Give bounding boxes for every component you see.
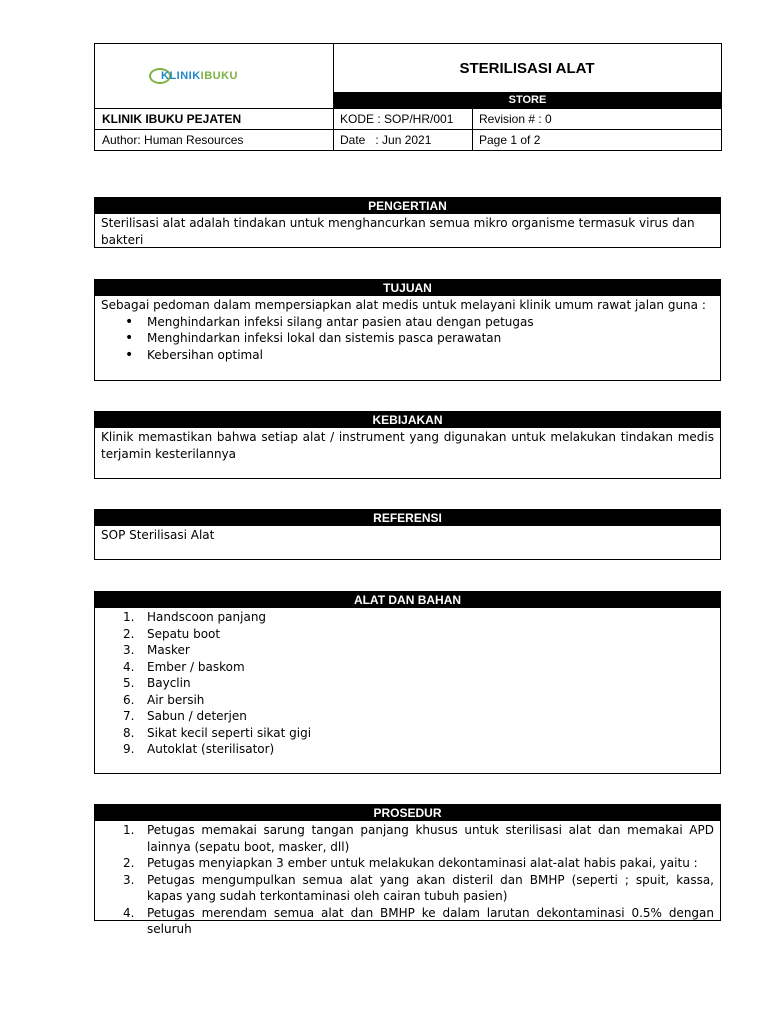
list-item: • Kebersihan optimal <box>101 347 714 364</box>
section-heading: TUJUAN <box>95 280 720 296</box>
section-tujuan <box>94 279 721 381</box>
section-heading: REFERENSI <box>95 510 720 526</box>
document-header-table <box>94 43 722 151</box>
section-alat-dan-bahan <box>94 591 721 774</box>
list-item: • Menghindarkan infeksi silang antar pasien atau dengan petugas <box>101 314 714 331</box>
list-item: 6. Air bersih <box>123 692 205 707</box>
department-label: STORE <box>333 92 722 108</box>
list-item: • Menghindarkan infeksi lokal dan sistemis pasca perawatan <box>101 330 714 347</box>
list-item: 2. Sepatu boot <box>123 626 221 641</box>
section-heading: PENGERTIAN <box>95 198 720 214</box>
clinic-name: KLINIK IBUKU PEJATEN <box>102 112 242 126</box>
document-code: KODE : SOP/HR/001 <box>340 112 454 126</box>
section-kebijakan <box>94 411 721 479</box>
list-item: 1. Handscoon panjang <box>123 610 267 624</box>
list-item: 3. Masker <box>123 643 190 657</box>
list-item: 4. Ember / baskom <box>123 659 245 674</box>
page-number: Page 1 of 2 <box>479 133 541 147</box>
logo-text: KLINIK <box>161 70 201 82</box>
list-item: 3. Petugas mengumpulkan semua alat yang akan disteril dan BMHP (seperti ; spuit, kassa, kapas yang sudah terkontaminasi oleh cairan tubuh pasien) <box>123 872 714 903</box>
numbered-list <box>101 609 714 758</box>
section-heading: ALAT DAN BAHAN <box>95 592 720 608</box>
list-item: 2. Petugas menyiapkan 3 ember untuk melakukan dekontaminasi alat-alat habis pakai, yaitu : <box>123 856 698 870</box>
section-heading: PROSEDUR <box>95 805 720 821</box>
section-heading: KEBIJAKAN <box>95 412 720 428</box>
bullet-list <box>101 314 714 364</box>
revision-number: Revision # : 0 <box>479 112 552 126</box>
list-item: 5. Bayclin <box>123 676 191 690</box>
document-author: Author: Human Resources <box>102 133 244 147</box>
numbered-list <box>101 822 714 938</box>
document-date: Date : Jun 2021 <box>340 133 432 147</box>
header-divider <box>95 129 722 130</box>
list-item: 7. Sabun / deterjen <box>123 709 247 723</box>
list-item: 8. Sikat kecil seperti sikat gigi <box>123 725 312 740</box>
section-referensi <box>94 509 721 560</box>
list-item: 1. Petugas memakai sarung tangan panjang khusus untuk sterilisasi alat dan memakai APD lainnya (sepatu boot, masker, dll) <box>123 823 714 854</box>
section-text: SOP Sterilisasi Alat <box>101 528 215 542</box>
logo-text: IBUKU <box>200 70 239 82</box>
clinic-logo <box>149 68 279 86</box>
section-text: Sebagai pedoman dalam mempersiapkan alat medis untuk melayani klinik umum rawat jalan guna : <box>101 298 706 312</box>
list-item: 9. Autoklat (sterilisator) <box>123 742 275 756</box>
section-prosedur <box>94 804 721 936</box>
section-text: Sterilisasi alat adalah tindakan untuk menghancurkan semua mikro organisme termasuk virus dan bakteri <box>101 216 695 247</box>
section-pengertian <box>94 197 721 248</box>
document-title: STERILISASI ALAT <box>459 60 595 77</box>
list-item: 4. Petugas merendam semua alat dan BMHP ke dalam larutan dekontaminasi 0.5% dengan seluruh <box>123 905 714 936</box>
section-text: Klinik memastikan bahwa setiap alat / instrument yang digunakan untuk melakukan tindakan medis terjamin kesterilannya <box>101 430 714 461</box>
header-divider <box>95 108 722 109</box>
